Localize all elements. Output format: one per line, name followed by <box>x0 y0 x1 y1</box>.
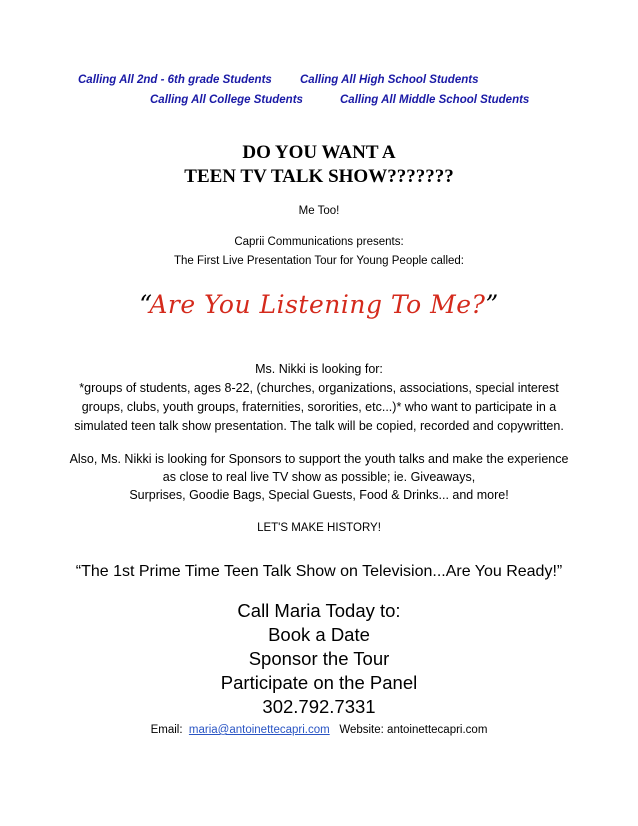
looking-for-line3: groups, clubs, youth groups, fraternities, sororities, etc...)* who want to participate in a <box>81 400 557 414</box>
email-label: Email: <box>150 724 183 736</box>
show-title-open-quote: “ <box>139 290 150 319</box>
contact-line <box>0 724 638 736</box>
email-link[interactable]: maria@antoinettecapri.com <box>188 724 330 736</box>
calling-line1-b: Calling All High School Students <box>300 74 479 86</box>
looking-for-line1: Ms. Nikki is looking for: <box>255 362 383 376</box>
show-title-text: Are You Listening To Me? <box>149 290 486 319</box>
looking-for-line2: *groups of students, ages 8-22, (churches, organizations, associations, special interest <box>79 381 559 395</box>
history-text: LET'S MAKE HISTORY! <box>257 522 381 534</box>
website-label: Website: <box>339 724 384 736</box>
show-title-close-quote: ” <box>485 290 499 319</box>
headline-line2: TEEN TV TALK SHOW??????? <box>184 166 454 187</box>
website-text: antoinettecapri.com <box>387 724 488 736</box>
call-line3: Sponsor the Tour <box>248 648 390 669</box>
phone-number: 302.792.7331 <box>262 696 376 717</box>
calling-line2-a: Calling All College Students <box>150 94 303 106</box>
calling-line1-a: Calling All 2nd - 6th grade Students <box>78 74 272 86</box>
sponsors-line1: Also, Ms. Nikki is looking for Sponsors to support the youth talks and make the experience <box>69 452 569 466</box>
call-line1: Call Maria Today to: <box>237 600 401 621</box>
calling-line2-b: Calling All Middle School Students <box>340 94 530 106</box>
looking-for-line4: simulated teen talk show presentation. The talk will be copied, recorded and copywritten. <box>74 419 564 433</box>
presenter-text: Caprii Communications presents: <box>234 236 404 248</box>
me-too-text: Me Too! <box>298 205 340 217</box>
show-title <box>0 290 638 319</box>
sponsors-line3: Surprises, Goodie Bags, Special Guests, Food & Drinks... and more! <box>129 488 509 502</box>
tagline-text: “The 1st Prime Time Teen Talk Show on Television...Are You Ready!” <box>75 563 563 580</box>
call-line2: Book a Date <box>268 624 370 645</box>
sponsors-line2: as close to real live TV show as possible; ie. Giveaways, <box>162 470 476 484</box>
tour-intro-text: The First Live Presentation Tour for Young People called: <box>173 255 465 267</box>
call-line4: Participate on the Panel <box>220 672 418 693</box>
headline-line1: DO YOU WANT A <box>242 142 396 163</box>
